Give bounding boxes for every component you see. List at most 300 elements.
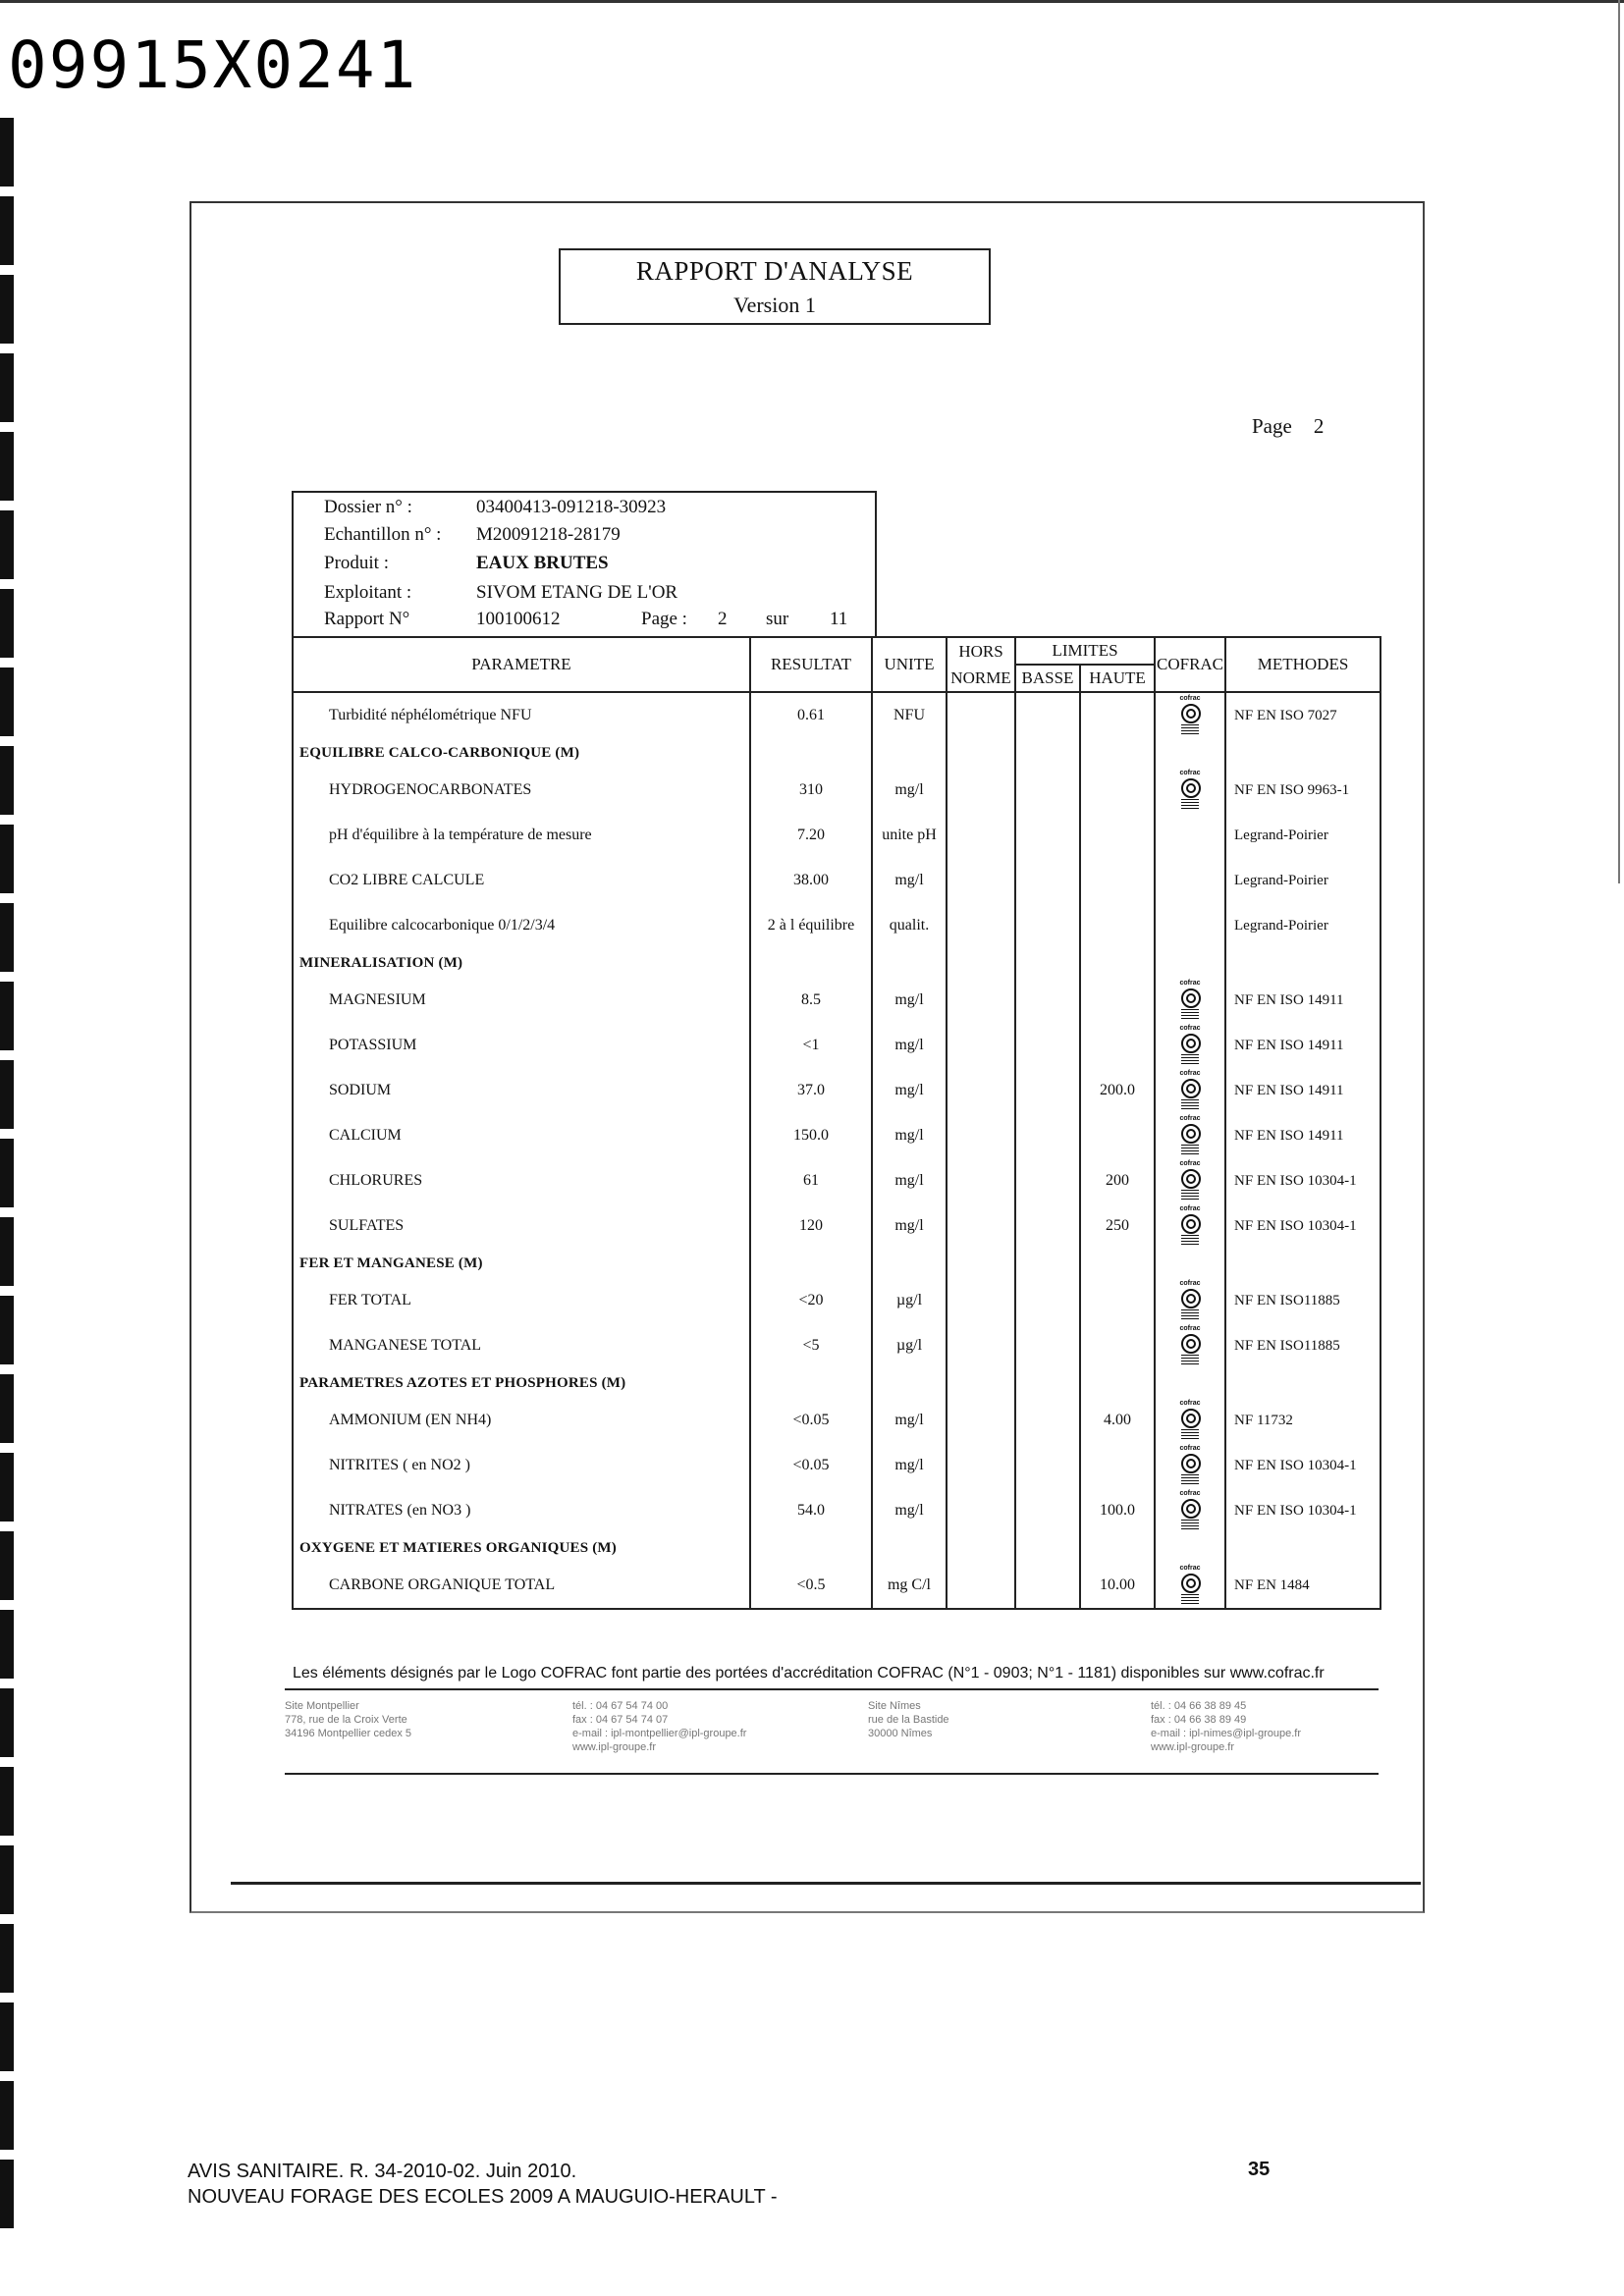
empty-cell: [750, 948, 872, 978]
cofrac-logo-text: cofrac: [1179, 1325, 1201, 1332]
limite-basse-cell: [1015, 1278, 1080, 1323]
cofrac-logo-rings: [1181, 1079, 1201, 1098]
result-value: <20: [750, 1278, 872, 1323]
unit-value: mg/l: [872, 1023, 947, 1068]
method-value: NF EN ISO 10304-1: [1225, 1158, 1380, 1203]
binding-hole: [0, 275, 14, 344]
empty-cell: [750, 1368, 872, 1398]
empty-cell: [872, 948, 947, 978]
table-row: [293, 978, 1380, 1023]
parameter-name: CARBONE ORGANIQUE TOTAL: [293, 1563, 750, 1609]
hors-norme-cell: [947, 692, 1015, 738]
header-cofrac: COFRAC: [1155, 637, 1225, 692]
empty-cell: [947, 1368, 1015, 1398]
limite-haute-value: 4.00: [1080, 1398, 1155, 1443]
cofrac-cell: [1155, 903, 1225, 948]
hors-norme-cell: [947, 1203, 1015, 1249]
method-value: NF EN ISO 10304-1: [1225, 1488, 1380, 1533]
parameter-name: POTASSIUM: [293, 1023, 750, 1068]
table-row: [293, 1563, 1380, 1609]
unit-value: mg/l: [872, 858, 947, 903]
document-footer: [188, 2159, 778, 2210]
cofrac-logo-rings: [1181, 1454, 1201, 1473]
binding-hole: [0, 2081, 14, 2150]
cofrac-cell: [1155, 1323, 1225, 1368]
cofrac-logo-icon: [1178, 1325, 1202, 1366]
cofrac-logo-rings: [1181, 1289, 1201, 1308]
unit-value: mg/l: [872, 978, 947, 1023]
cofrac-logo-text: cofrac: [1179, 1160, 1201, 1167]
unit-value: mg/l: [872, 1398, 947, 1443]
cofrac-logo-text: cofrac: [1179, 1490, 1201, 1497]
empty-cell: [947, 1249, 1015, 1278]
result-value: 38.00: [750, 858, 872, 903]
address-line: tél. : 04 66 38 89 45: [1151, 1700, 1247, 1712]
empty-cell: [1015, 1249, 1080, 1278]
binding-hole: [0, 903, 14, 972]
method-value: NF EN ISO 14911: [1225, 1113, 1380, 1158]
empty-cell: [1225, 948, 1380, 978]
limite-basse-cell: [1015, 858, 1080, 903]
cofrac-logo-bars: [1181, 724, 1199, 734]
empty-cell: [1015, 738, 1080, 768]
hors-norme-cell: [947, 1023, 1015, 1068]
cofrac-logo-text: cofrac: [1179, 1445, 1201, 1452]
rapport-value: 100100612: [476, 609, 561, 629]
cofrac-cell: [1155, 1278, 1225, 1323]
limite-haute-value: [1080, 978, 1155, 1023]
cofrac-logo-bars: [1181, 1429, 1199, 1439]
parameter-name: SULFATES: [293, 1203, 750, 1249]
address-line: 30000 Nîmes: [868, 1728, 933, 1739]
cofrac-cell: [1155, 1023, 1225, 1068]
binding-hole: [0, 1374, 14, 1443]
unit-value: unite pH: [872, 813, 947, 858]
result-value: 0.61: [750, 692, 872, 738]
parameter-name: pH d'équilibre à la température de mesure: [293, 813, 750, 858]
empty-cell: [872, 1533, 947, 1563]
address-block-2: [572, 1699, 746, 1754]
empty-cell: [1015, 1533, 1080, 1563]
reference-code: 09915X0241: [8, 27, 418, 103]
hors-norme-cell: [947, 978, 1015, 1023]
limite-haute-value: [1080, 1023, 1155, 1068]
hors-norme-cell: [947, 1323, 1015, 1368]
exploitant-label: Exploitant :: [324, 582, 412, 603]
cofrac-logo-rings: [1181, 1034, 1201, 1053]
unit-value: mg C/l: [872, 1563, 947, 1609]
empty-cell: [750, 1533, 872, 1563]
unit-value: NFU: [872, 692, 947, 738]
hors-norme-cell: [947, 1398, 1015, 1443]
address-line: e-mail : ipl-montpellier@ipl-groupe.fr: [572, 1728, 747, 1739]
binding-hole: [0, 2002, 14, 2071]
cofrac-logo-icon: [1178, 1115, 1202, 1156]
limite-basse-cell: [1015, 1068, 1080, 1113]
method-value: NF EN ISO 14911: [1225, 978, 1380, 1023]
empty-cell: [1080, 738, 1155, 768]
method-value: Legrand-Poirier: [1225, 903, 1380, 948]
method-value: NF EN ISO 10304-1: [1225, 1443, 1380, 1488]
parameter-name: NITRITES ( en NO2 ): [293, 1443, 750, 1488]
address-line: Site Nîmes: [868, 1700, 921, 1712]
scan-right-edge: [1618, 0, 1620, 883]
result-value: <5: [750, 1323, 872, 1368]
address-block-3: [868, 1699, 949, 1740]
cofrac-logo-bars: [1181, 1009, 1199, 1019]
limite-haute-value: 100.0: [1080, 1488, 1155, 1533]
binding-hole: [0, 1688, 14, 1757]
limite-basse-cell: [1015, 978, 1080, 1023]
cofrac-cell: [1155, 813, 1225, 858]
produit-value: EAUX BRUTES: [476, 553, 609, 573]
table-row: [293, 1488, 1380, 1533]
cofrac-logo-bars: [1181, 1190, 1199, 1200]
limite-basse-cell: [1015, 813, 1080, 858]
report-title: RAPPORT D'ANALYSE: [635, 256, 914, 286]
cofrac-logo-rings: [1181, 1169, 1201, 1189]
cofrac-logo-icon: [1178, 1565, 1202, 1606]
page-indicator: [1252, 414, 1324, 439]
cofrac-cell: [1155, 1563, 1225, 1609]
footer-page-number: 35: [1248, 2159, 1271, 2180]
accreditation-divider: [285, 1688, 1379, 1690]
limite-basse-cell: [1015, 1563, 1080, 1609]
unit-value: µg/l: [872, 1278, 947, 1323]
scan-top-edge: [0, 0, 1624, 3]
binding-hole: [0, 432, 14, 501]
empty-cell: [872, 1368, 947, 1398]
cofrac-logo-rings: [1181, 1124, 1201, 1144]
empty-cell: [750, 738, 872, 768]
table-section-row: [293, 738, 1380, 768]
table-row: [293, 903, 1380, 948]
empty-cell: [750, 1249, 872, 1278]
empty-cell: [1080, 948, 1155, 978]
cofrac-logo-text: cofrac: [1179, 1280, 1201, 1287]
cofrac-logo-bars: [1181, 1520, 1199, 1529]
header-limites: LIMITES: [1015, 637, 1155, 665]
produit-label: Produit :: [324, 553, 389, 573]
address-line: www.ipl-groupe.fr: [572, 1741, 656, 1753]
sample-info-box: [292, 491, 877, 638]
cofrac-logo-text: cofrac: [1179, 1025, 1201, 1032]
empty-cell: [947, 1533, 1015, 1563]
address-line: fax : 04 66 38 89 49: [1151, 1714, 1247, 1726]
cofrac-logo-bars: [1181, 1235, 1199, 1245]
limite-haute-value: 10.00: [1080, 1563, 1155, 1609]
footer-line-1: AVIS SANITAIRE. R. 34-2010-02. Juin 2010.: [188, 2161, 577, 2182]
result-value: 54.0: [750, 1488, 872, 1533]
cofrac-logo-bars: [1181, 1054, 1199, 1064]
table-row: [293, 1203, 1380, 1249]
cofrac-logo-rings: [1181, 704, 1201, 723]
header-haute: HAUTE: [1080, 665, 1155, 692]
cofrac-cell: [1155, 1488, 1225, 1533]
footer-line-2: NOUVEAU FORAGE DES ECOLES 2009 A MAUGUIO-HERAULT -: [188, 2186, 778, 2208]
empty-cell: [1225, 738, 1380, 768]
parameter-name: NITRATES (en NO3 ): [293, 1488, 750, 1533]
hors-norme-cell: [947, 1488, 1015, 1533]
cofrac-logo-rings: [1181, 778, 1201, 798]
limite-basse-cell: [1015, 692, 1080, 738]
cofrac-logo-rings: [1181, 1574, 1201, 1593]
cofrac-logo-icon: [1178, 1205, 1202, 1247]
limite-haute-value: [1080, 1323, 1155, 1368]
cofrac-logo-text: cofrac: [1179, 695, 1201, 702]
frame-bottom-rule: [231, 1882, 1421, 1885]
unit-value: qualit.: [872, 903, 947, 948]
address-line: e-mail : ipl-nimes@ipl-groupe.fr: [1151, 1728, 1301, 1739]
echantillon-label: Echantillon n° :: [324, 524, 442, 545]
cofrac-logo-icon: [1178, 1280, 1202, 1321]
exploitant-value: SIVOM ETANG DE L'OR: [476, 582, 678, 603]
hors-norme-cell: [947, 813, 1015, 858]
cofrac-logo-bars: [1181, 799, 1199, 809]
table-row: [293, 1443, 1380, 1488]
table-row: [293, 768, 1380, 813]
empty-cell: [1225, 1249, 1380, 1278]
table-row: [293, 1158, 1380, 1203]
method-value: NF EN ISO 10304-1: [1225, 1203, 1380, 1249]
hors-norme-cell: [947, 903, 1015, 948]
page-indicator-label: Page: [1252, 414, 1292, 438]
section-name: MINERALISATION (M): [293, 948, 750, 978]
parameter-name: Equilibre calcocarbonique 0/1/2/3/4: [293, 903, 750, 948]
limite-basse-cell: [1015, 903, 1080, 948]
method-value: NF EN ISO11885: [1225, 1323, 1380, 1368]
table-row: [293, 1398, 1380, 1443]
empty-cell: [947, 738, 1015, 768]
method-value: NF EN ISO 14911: [1225, 1023, 1380, 1068]
address-line: rue de la Bastide: [868, 1714, 949, 1726]
cofrac-logo-text: cofrac: [1179, 1070, 1201, 1077]
results-body: [293, 692, 1380, 1609]
address-block-4: [1151, 1699, 1301, 1754]
cofrac-logo-text: cofrac: [1179, 1400, 1201, 1407]
method-value: NF EN ISO11885: [1225, 1278, 1380, 1323]
cofrac-logo-bars: [1181, 1355, 1199, 1364]
result-value: <0.05: [750, 1443, 872, 1488]
hors-norme-cell: [947, 768, 1015, 813]
header-parametre: PARAMETRE: [293, 637, 750, 692]
cofrac-logo-text: cofrac: [1179, 980, 1201, 987]
table-row: [293, 858, 1380, 903]
page-indicator-number: 2: [1313, 414, 1325, 438]
table-row: [293, 1278, 1380, 1323]
cofrac-logo-text: cofrac: [1179, 770, 1201, 776]
cofrac-logo-icon: [1178, 1490, 1202, 1531]
section-name: PARAMETRES AZOTES ET PHOSPHORES (M): [293, 1368, 750, 1398]
table-row: [293, 813, 1380, 858]
empty-cell: [1225, 1368, 1380, 1398]
table-header-row: [293, 637, 1380, 665]
cofrac-logo-bars: [1181, 1594, 1199, 1604]
limite-haute-value: 200.0: [1080, 1068, 1155, 1113]
binding-hole: [0, 2160, 14, 2228]
empty-cell: [1155, 1533, 1225, 1563]
hors-norme-cell: [947, 858, 1015, 903]
cofrac-cell: [1155, 768, 1225, 813]
rapport-page-value: 2: [718, 609, 728, 629]
empty-cell: [1080, 1249, 1155, 1278]
method-value: NF EN ISO 9963-1: [1225, 768, 1380, 813]
rapport-label: Rapport N°: [324, 609, 410, 629]
unit-value: mg/l: [872, 1113, 947, 1158]
cofrac-cell: [1155, 692, 1225, 738]
cofrac-logo-icon: [1178, 1025, 1202, 1066]
binding-hole: [0, 196, 14, 265]
limite-basse-cell: [1015, 1398, 1080, 1443]
results-table: [292, 636, 1381, 1610]
empty-cell: [872, 1249, 947, 1278]
parameter-name: MAGNESIUM: [293, 978, 750, 1023]
hors-norme-cell: [947, 1113, 1015, 1158]
table-row: [293, 1113, 1380, 1158]
table-row: [293, 1023, 1380, 1068]
parameter-name: AMMONIUM (EN NH4): [293, 1398, 750, 1443]
address-divider: [285, 1773, 1379, 1775]
report-title-box: [559, 248, 991, 325]
empty-cell: [1015, 1368, 1080, 1398]
binding-hole: [0, 746, 14, 815]
binding-hole: [0, 353, 14, 422]
method-value: Legrand-Poirier: [1225, 813, 1380, 858]
cofrac-logo-text: cofrac: [1179, 1205, 1201, 1212]
cofrac-logo-icon: [1178, 980, 1202, 1021]
hors-norme-cell: [947, 1158, 1015, 1203]
cofrac-logo-icon: [1178, 1445, 1202, 1486]
limite-haute-value: 250: [1080, 1203, 1155, 1249]
cofrac-logo-bars: [1181, 1474, 1199, 1484]
empty-cell: [1080, 1533, 1155, 1563]
cofrac-logo-icon: [1178, 1400, 1202, 1441]
cofrac-cell: [1155, 1443, 1225, 1488]
info-rapport: [324, 609, 874, 632]
header-basse: BASSE: [1015, 665, 1080, 692]
header-unite: UNITE: [872, 637, 947, 692]
result-value: <1: [750, 1023, 872, 1068]
hors-norme-cell: [947, 1068, 1015, 1113]
cofrac-cell: [1155, 1203, 1225, 1249]
accreditation-note: Les éléments désignés par le Logo COFRAC font partie des portées d'accréditation COFRAC (N°1 - 0903; N°1 - 1181) disponibles sur www.cofrac.fr: [293, 1665, 1325, 1682]
result-value: 310: [750, 768, 872, 813]
limite-basse-cell: [1015, 1023, 1080, 1068]
binding-hole: [0, 1060, 14, 1129]
result-value: <0.05: [750, 1398, 872, 1443]
header-resultat: RESULTAT: [750, 637, 872, 692]
cofrac-cell: [1155, 1398, 1225, 1443]
header-norme: NORME: [947, 665, 1015, 692]
address-block-1: [285, 1699, 411, 1740]
binding-hole: [0, 1767, 14, 1836]
binding-hole: [0, 1296, 14, 1364]
table-row: [293, 692, 1380, 738]
limite-basse-cell: [1015, 1203, 1080, 1249]
limite-haute-value: [1080, 1113, 1155, 1158]
address-line: 778, rue de la Croix Verte: [285, 1714, 407, 1726]
method-value: NF EN 1484: [1225, 1563, 1380, 1609]
hors-norme-cell: [947, 1278, 1015, 1323]
parameter-name: MANGANESE TOTAL: [293, 1323, 750, 1368]
method-value: NF 11732: [1225, 1398, 1380, 1443]
limite-haute-value: [1080, 813, 1155, 858]
binding-hole: [0, 1139, 14, 1207]
cofrac-cell: [1155, 978, 1225, 1023]
empty-cell: [872, 738, 947, 768]
binding-hole: [0, 667, 14, 736]
binding-hole: [0, 982, 14, 1050]
limite-basse-cell: [1015, 1488, 1080, 1533]
limite-haute-value: [1080, 1278, 1155, 1323]
unit-value: mg/l: [872, 1158, 947, 1203]
dossier-value: 03400413-091218-30923: [476, 497, 667, 517]
parameter-name: CO2 LIBRE CALCULE: [293, 858, 750, 903]
address-line: www.ipl-groupe.fr: [1151, 1741, 1234, 1753]
limite-basse-cell: [1015, 1323, 1080, 1368]
empty-cell: [1015, 948, 1080, 978]
report-version: Version 1: [733, 293, 816, 317]
table-row: [293, 1323, 1380, 1368]
limite-basse-cell: [1015, 1113, 1080, 1158]
cofrac-cell: [1155, 1068, 1225, 1113]
cofrac-logo-icon: [1178, 770, 1202, 811]
cofrac-logo-bars: [1181, 1145, 1199, 1154]
header-methodes: METHODES: [1225, 637, 1380, 692]
hors-norme-cell: [947, 1563, 1015, 1609]
binding-hole: [0, 589, 14, 658]
cofrac-logo-icon: [1178, 1160, 1202, 1201]
unit-value: mg/l: [872, 1488, 947, 1533]
limite-haute-value: [1080, 1443, 1155, 1488]
hors-norme-cell: [947, 1443, 1015, 1488]
unit-value: µg/l: [872, 1323, 947, 1368]
cofrac-logo-rings: [1181, 1334, 1201, 1354]
header-hors: HORS: [947, 637, 1015, 665]
limite-basse-cell: [1015, 1158, 1080, 1203]
binding-hole: [0, 1217, 14, 1286]
address-line: tél. : 04 67 54 74 00: [572, 1700, 669, 1712]
empty-cell: [1155, 738, 1225, 768]
table-row: [293, 1068, 1380, 1113]
unit-value: mg/l: [872, 1068, 947, 1113]
limite-basse-cell: [1015, 768, 1080, 813]
empty-cell: [1155, 1368, 1225, 1398]
cofrac-logo-bars: [1181, 1309, 1199, 1319]
table-section-row: [293, 1533, 1380, 1563]
parameter-name: Turbidité néphélométrique NFU: [293, 692, 750, 738]
result-value: 37.0: [750, 1068, 872, 1113]
address-line: 34196 Montpellier cedex 5: [285, 1728, 412, 1739]
limite-haute-value: [1080, 858, 1155, 903]
empty-cell: [1080, 1368, 1155, 1398]
parameter-name: SODIUM: [293, 1068, 750, 1113]
unit-value: mg/l: [872, 768, 947, 813]
result-value: 7.20: [750, 813, 872, 858]
empty-cell: [947, 948, 1015, 978]
result-value: 8.5: [750, 978, 872, 1023]
binding-hole: [0, 1845, 14, 1914]
cofrac-logo-bars: [1181, 1099, 1199, 1109]
method-value: NF EN ISO 14911: [1225, 1068, 1380, 1113]
rapport-sur-label: sur: [766, 609, 789, 629]
result-value: <0.5: [750, 1563, 872, 1609]
empty-cell: [1225, 1533, 1380, 1563]
cofrac-logo-rings: [1181, 1499, 1201, 1519]
unit-value: mg/l: [872, 1203, 947, 1249]
limite-haute-value: [1080, 692, 1155, 738]
result-value: 2 à l équilibre: [750, 903, 872, 948]
